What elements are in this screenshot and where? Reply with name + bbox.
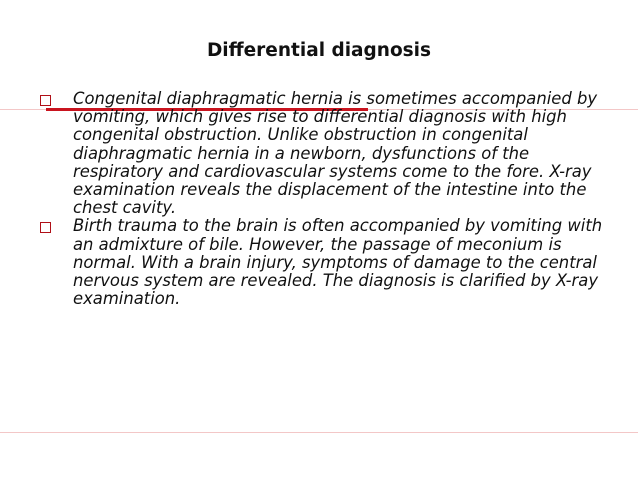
bottom-rule-line (0, 432, 638, 433)
bullet-item (40, 90, 615, 217)
bullet-list (40, 90, 615, 308)
slide-title: Differential diagnosis (206, 40, 432, 61)
bullet-text: Birth trauma to the brain is often accompanied by vomiting with an admixture of bile. However, the passage of meconium is normal. With a brain injury, symptoms of damage to the central nervous system are revealed. The diagnosis is clarified by X-ray examination. (73, 216, 603, 309)
bullet-text: Congenital diaphragmatic hernia is sometimes accompanied by vomiting, which gives rise to differential diagnosis with high congenital obstruction. Unlike obstruction in congenital diaphragmatic hernia in a newborn, dysfunctions of the respiratory and cardiovascular systems come to the fore. X-ray examination reveals the displacement of the intestine into the chest cavity. (73, 89, 598, 218)
bullet-item (40, 217, 615, 308)
square-bullet-icon (40, 222, 51, 233)
square-bullet-icon (40, 95, 51, 106)
